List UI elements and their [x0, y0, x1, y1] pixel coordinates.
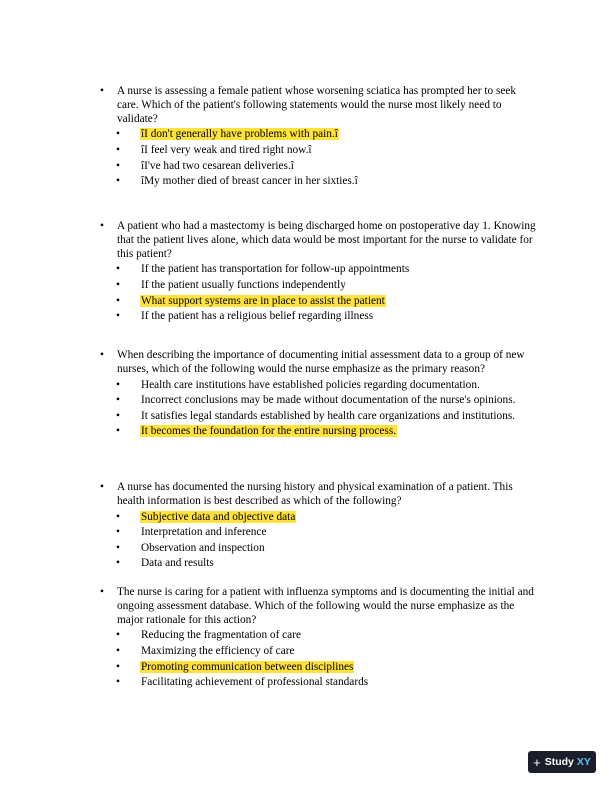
- option-text: Health care institutions have established policies regarding documentation.: [141, 378, 480, 391]
- question-stem: [100, 220, 540, 261]
- option-text: If the patient has transportation for follow-up appointments: [141, 263, 410, 276]
- watermark-brand-xy: XY: [576, 756, 591, 768]
- bullet-icon: •: [100, 586, 104, 598]
- option-list: [100, 378, 540, 440]
- bullet-icon: •: [116, 629, 120, 642]
- option-list: [100, 262, 540, 324]
- option-text: îI feel very weak and tired right now.î: [141, 143, 312, 156]
- option-text: Facilitating achievement of professional standards: [141, 676, 369, 689]
- watermark-brand-study: Study: [544, 756, 574, 768]
- question-2: [100, 220, 540, 325]
- option-item: [100, 294, 540, 310]
- option-item: [100, 159, 540, 175]
- option-text: It satisfies legal standards established by health care organizations and institutions.: [141, 409, 516, 422]
- bullet-icon: •: [100, 349, 104, 361]
- bullet-icon: •: [116, 159, 120, 172]
- bullet-icon: •: [116, 175, 120, 188]
- question-text: The nurse is caring for a patient with influenza symptoms and is documenting the initial and ongoing assessment database. Which of the following would the nurse emphasize as the major rationale for this action?: [117, 586, 534, 626]
- option-text-highlighted: It becomes the foundation for the entire nursing process.: [141, 425, 397, 438]
- question-text: When describing the importance of documenting initial assessment data to a group of new nurses, which of the following would the nurse emphasize as the primary reason?: [117, 349, 525, 375]
- bullet-icon: •: [116, 378, 120, 391]
- bullet-icon: •: [116, 660, 120, 673]
- bullet-icon: •: [116, 128, 120, 141]
- bullet-icon: •: [100, 220, 104, 232]
- option-list: [100, 127, 540, 189]
- bullet-icon: •: [116, 263, 120, 276]
- studyxy-watermark[interactable]: [528, 751, 596, 773]
- question-5: [100, 586, 540, 691]
- question-stem: [100, 349, 540, 377]
- option-list: [100, 510, 540, 572]
- question-1: [100, 85, 540, 190]
- question-text: A nurse has documented the nursing history and physical examination of a patient. This health information is best described as which of the following?: [117, 481, 513, 507]
- option-item: [100, 556, 540, 572]
- option-item: [100, 660, 540, 676]
- plus-icon: +: [533, 754, 541, 770]
- option-text: If the patient has a religious belief regarding illness: [141, 310, 374, 323]
- option-text: If the patient usually functions independently: [141, 278, 346, 291]
- bullet-icon: •: [116, 294, 120, 307]
- bullet-icon: •: [116, 557, 120, 570]
- option-item: [100, 278, 540, 294]
- question-text: A nurse is assessing a female patient whose worsening sciatica has prompted her to seek care. Which of the patient's following statements would the nurse most likely need to validate?: [117, 85, 517, 125]
- option-item: [100, 628, 540, 644]
- bullet-icon: •: [116, 425, 120, 438]
- option-text-highlighted: Subjective data and objective data: [141, 510, 296, 523]
- bullet-icon: •: [116, 644, 120, 657]
- option-text-highlighted: What support systems are in place to assist the patient: [141, 294, 385, 307]
- option-text: Reducing the fragmentation of care: [141, 629, 301, 642]
- option-text: Incorrect conclusions may be made without documentation of the nurse's opinions.: [141, 394, 516, 407]
- option-text: Interpretation and inference: [141, 526, 267, 539]
- bullet-icon: •: [100, 481, 104, 493]
- option-item: [100, 127, 540, 143]
- option-list: [100, 628, 540, 690]
- bullet-icon: •: [116, 394, 120, 407]
- question-stem: [100, 586, 540, 627]
- option-item: [100, 675, 540, 691]
- bullet-icon: •: [116, 526, 120, 539]
- option-item: [100, 525, 540, 541]
- question-4: [100, 481, 540, 572]
- option-text: îI've had two cesarean deliveries.î: [141, 159, 294, 172]
- option-text: Data and results: [141, 557, 214, 570]
- option-item: [100, 309, 540, 325]
- option-text: Maximizing the efficiency of care: [141, 644, 295, 657]
- option-item: [100, 510, 540, 526]
- option-text-highlighted: Promoting communication between disciplines: [141, 660, 354, 673]
- bullet-icon: •: [116, 541, 120, 554]
- bullet-icon: •: [116, 409, 120, 422]
- option-text: Observation and inspection: [141, 541, 265, 554]
- bullet-icon: •: [116, 676, 120, 689]
- bullet-icon: •: [116, 510, 120, 523]
- option-item: [100, 143, 540, 159]
- option-item: [100, 409, 540, 425]
- bullet-icon: •: [116, 143, 120, 156]
- option-item: [100, 393, 540, 409]
- bullet-icon: •: [100, 85, 104, 97]
- bullet-icon: •: [116, 278, 120, 291]
- option-text: îMy mother died of breast cancer in her sixties.î: [141, 175, 358, 188]
- option-item: [100, 174, 540, 190]
- option-item: [100, 541, 540, 557]
- question-3: [100, 349, 540, 440]
- bullet-icon: •: [116, 310, 120, 323]
- option-item: [100, 262, 540, 278]
- option-item: [100, 644, 540, 660]
- question-stem: [100, 481, 540, 509]
- option-text-highlighted: îI don't generally have problems with pain.î: [141, 128, 338, 141]
- option-item: [100, 378, 540, 394]
- question-stem: [100, 85, 540, 126]
- option-item: [100, 424, 540, 440]
- question-text: A patient who had a mastectomy is being discharged home on postoperative day 1. Knowing that the patient lives alone, which data would be most important for the nurse to validate for this patient?: [117, 220, 536, 260]
